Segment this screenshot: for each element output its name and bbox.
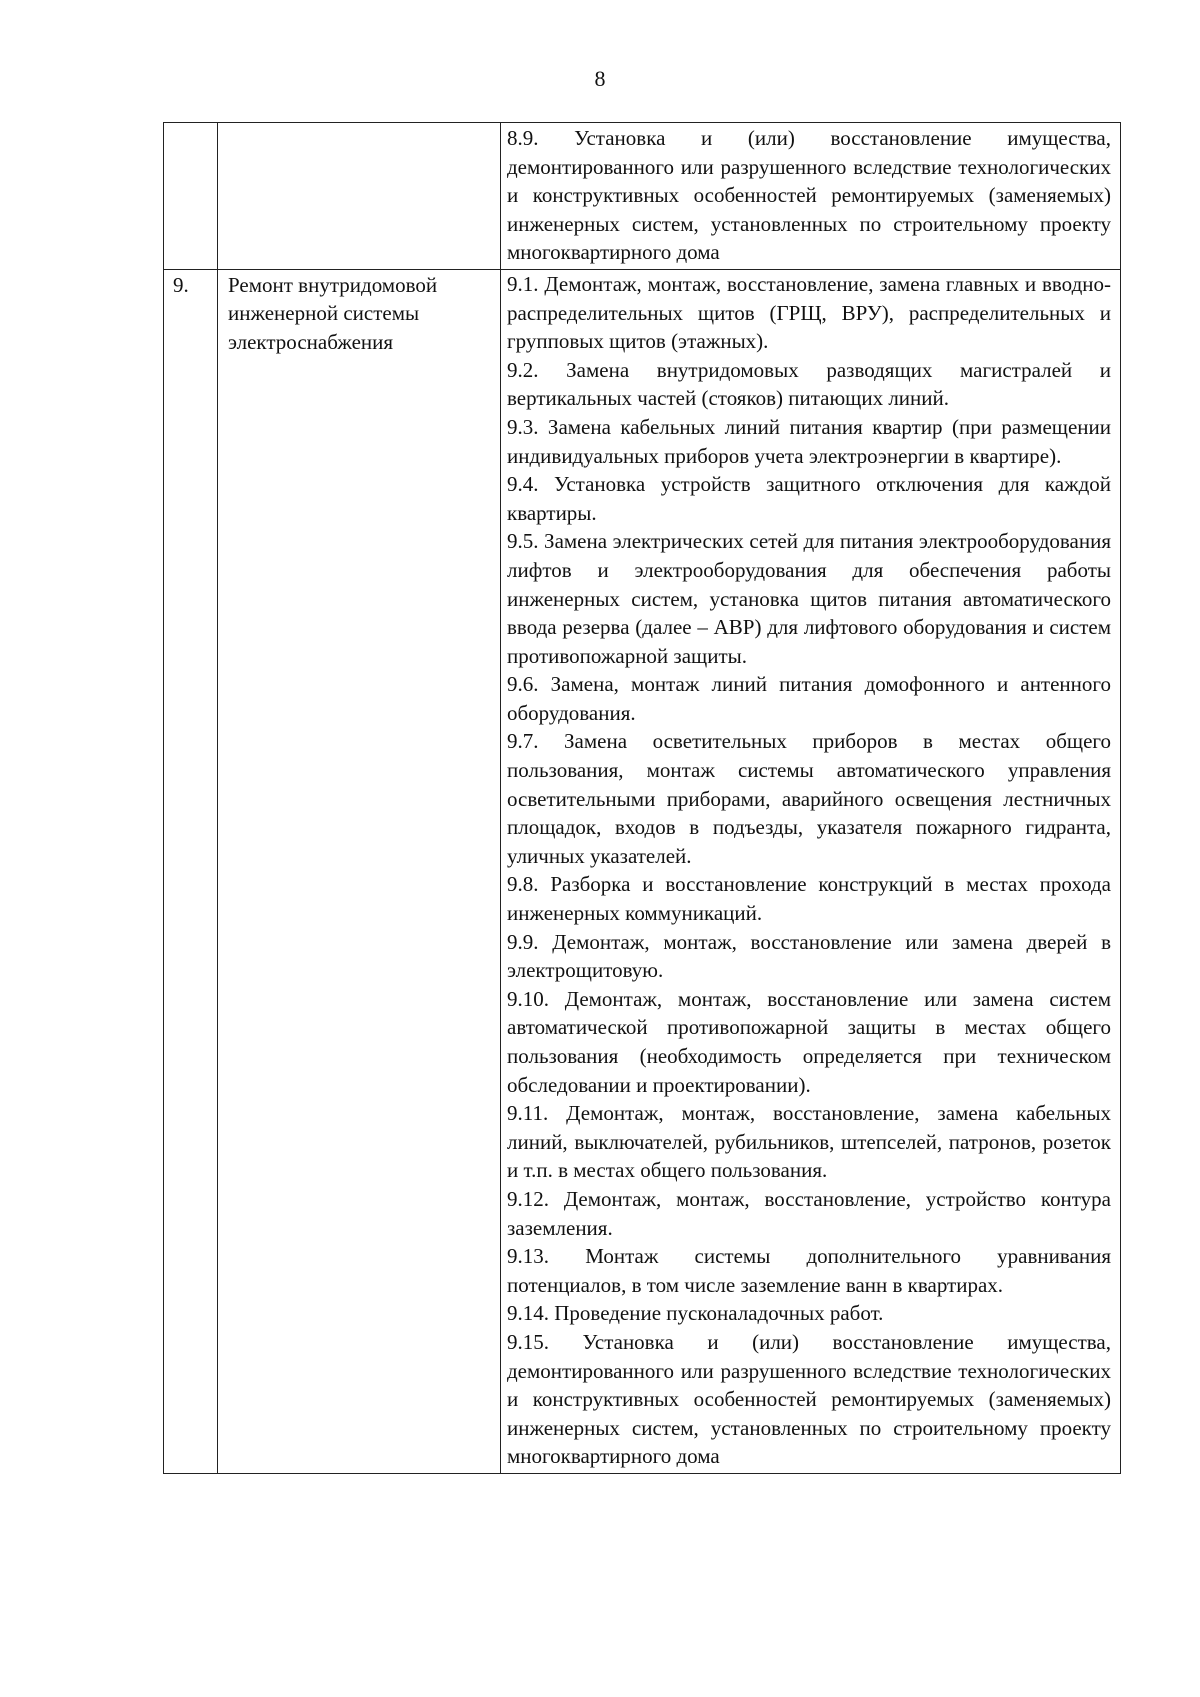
table-row [164, 269, 1121, 1473]
work-item-9-9: 9.9. Демонтаж, монтаж, восстановление или замена дверей в электрощитовую. [507, 929, 1111, 983]
work-item-9-8: 9.8. Разборка и восстановление конструкций в местах прохода инженерных коммуникаций. [507, 872, 1111, 926]
work-item-9-2: 9.2. Замена внутридомовых разводящих магистралей и вертикальных частей (стояков) питающих линий. [507, 357, 1111, 411]
work-type-cell: Ремонт внутридомовой инженерной системы электроснабжения [218, 269, 501, 1473]
work-type-cell [218, 123, 501, 270]
table-row [164, 123, 1121, 270]
work-item-9-11: 9.11. Демонтаж, монтаж, восстановление, замена кабельных линий, выключателей, рубильников, штепселей, патронов, розеток и т.п. в местах общего пользования. [507, 1101, 1111, 1183]
work-item-9-1: 9.1. Демонтаж, монтаж, восстановление, замена главных и вводно-распределительных щитов (ГРЩ, ВРУ), распределительных и групповых щитов (этажных). [507, 271, 1111, 354]
work-item-9-10: 9.10. Демонтаж, монтаж, восстановление или замена систем автоматической противопожарной защиты в местах общего пользования (необходимость определяется при техническом обследовании и проектировании). [507, 986, 1111, 1097]
works-table [163, 122, 1121, 1474]
work-items-cell [501, 269, 1121, 1473]
work-item-9-12: 9.12. Демонтаж, монтаж, восстановление, устройство контура заземления. [507, 1186, 1111, 1240]
work-item-9-7: 9.7. Замена осветительных приборов в местах общего пользования, монтаж системы автоматического управления осветительными приборами, аварийного освещения лестничных площадок, входов в подъезды, указателя пожарного гидранта, уличных указателей. [507, 729, 1111, 868]
work-item-9-13: 9.13. Монтаж системы дополнительного уравнивания потенциалов, в том числе заземление ванн в квартирах. [507, 1244, 1111, 1297]
work-item-9-3: 9.3. Замена кабельных линий питания квартир (при размещении индивидуальных приборов учета электроэнергии в квартире). [507, 414, 1111, 468]
work-items-cell [501, 123, 1121, 270]
page-number: 8 [594, 66, 606, 91]
row-number-cell [164, 123, 218, 270]
work-item-8-9: 8.9. Установка и (или) восстановление имущества, демонтированного или разрушенного вследствие технологических и конструктивных особенностей ремонтируемых (заменяемых) инженерных систем, установленных по строительному проекту многоквартирного дома [507, 126, 1111, 265]
row-number-cell: 9. [164, 269, 218, 1473]
work-item-9-5: 9.5. Замена электрических сетей для питания электрооборудования лифтов и электрооборудования для обеспечения работы инженерных систем, установка щитов питания автоматического ввода резерва (далее – АВР) для лифтового оборудования и систем противопожарной защиты. [507, 529, 1111, 668]
work-item-9-6: 9.6. Замена, монтаж линий питания домофонного и антенного оборудования. [507, 672, 1111, 725]
work-item-9-15: 9.15. Установка и (или) восстановление имущества, демонтированного или разрушенного вследствие технологических и конструктивных особенностей ремонтируемых (заменяемых) инженерных систем, установленных по строительному проекту многоквартирного дома [507, 1329, 1111, 1469]
work-item-9-14: 9.14. Проведение пусконаладочных работ. [507, 1301, 884, 1326]
work-item-9-4: 9.4. Установка устройств защитного отключения для каждой квартиры. [507, 472, 1111, 525]
